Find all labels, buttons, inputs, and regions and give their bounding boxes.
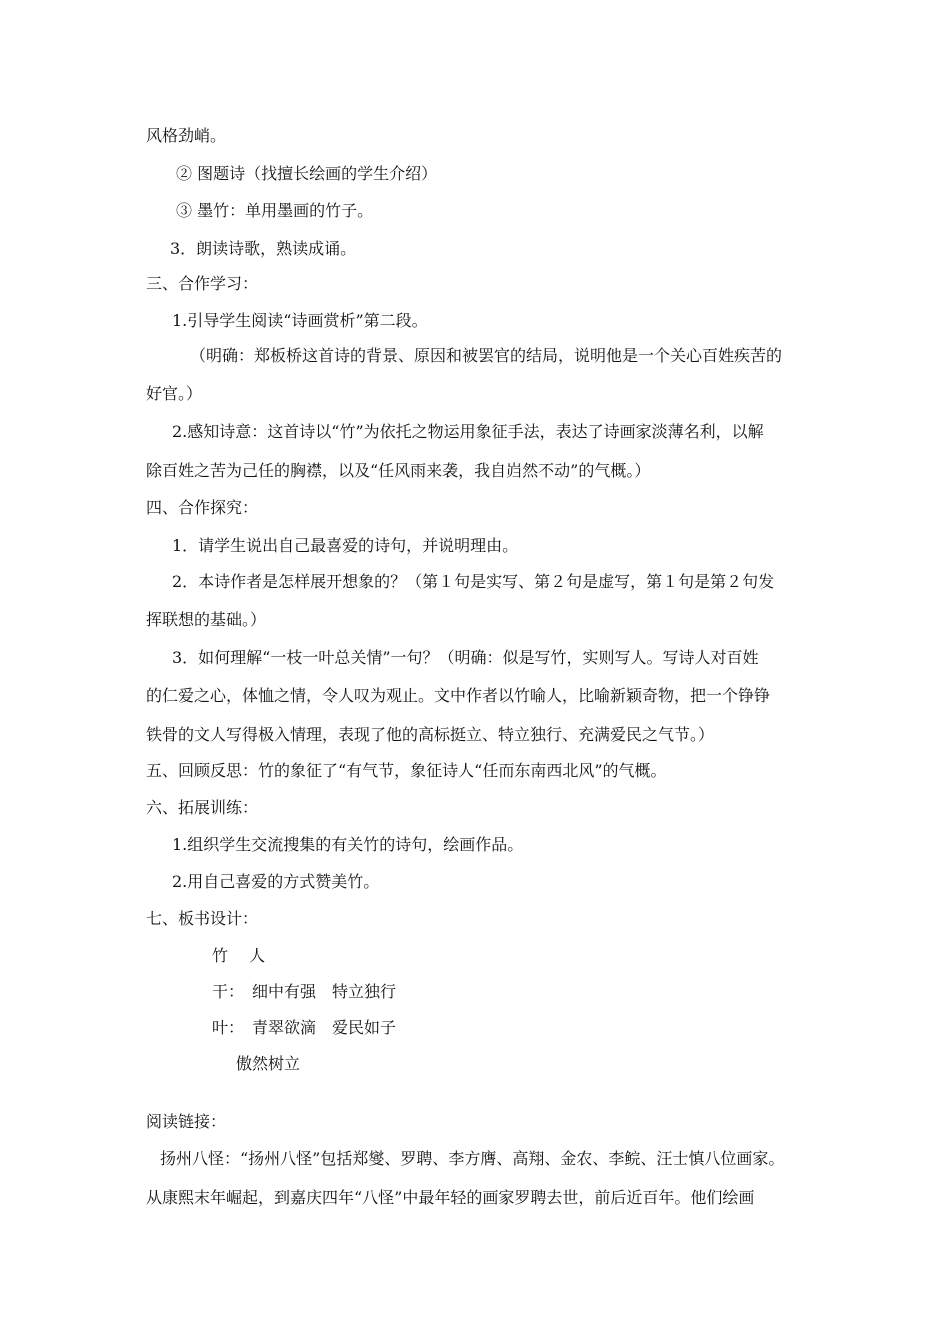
text-line-15: 3．如何理解“一枝一叶总关情”一句？（明确：似是写竹，实则写人。写诗人对百姓 [172,648,759,667]
section-heading-4: 四、合作探究： [146,498,259,517]
text-line-2: ② 图题诗（找擅长绘画的学生介绍） [176,164,438,183]
text-line-10: 除百姓之苦为己任的胸襟，以及“任风雨来袭，我自岿然不动”的气概。） [146,461,651,480]
text-line-20: 1.组织学生交流搜集的有关竹的诗句，绘画作品。 [172,835,524,854]
text-line-17: 铁骨的文人写得极入情理，表现了他的高标挺立、特立独行、充满爱民之气节。） [146,725,715,744]
text-line-6: 1.引导学生阅读“诗画赏析”第二段。 [172,311,428,330]
text-line-13: 2．本诗作者是怎样展开想象的？（第１句是实写、第２句是虚写，第１句是第２句发 [172,572,775,591]
board-design-row-1: 干： 细中有强 特立独行 [212,982,397,1001]
text-line-7: （明确：郑板桥这首诗的背景、原因和被罢官的结局，说明他是一个关心百姓疾苦的 [190,346,783,365]
text-line-9: 2.感知诗意：这首诗以“竹”为依托之物运用象征手法，表达了诗画家淡薄名利，以解 [172,422,764,441]
text-line-3: ③ 墨竹：单用墨画的竹子。 [176,201,374,220]
board-design-row-3: 傲然树立 [236,1054,301,1073]
text-line-29: 从康熙末年崛起，到嘉庆四年“八怪”中最年轻的画家罗聘去世，前后近百年。他们绘画 [146,1188,755,1207]
text-line-28: 扬州八怪：“扬州八怪”包括郑燮、罗聘、李方膺、高翔、金农、李鲩、汪士慎八位画家。 [160,1149,785,1168]
reading-link-heading: 阅读链接： [146,1112,227,1131]
text-line-12: 1．请学生说出自己最喜爱的诗句，并说明理由。 [172,536,519,555]
section-heading-3: 三、合作学习： [146,274,259,293]
text-line-16: 的仁爱之心，体恤之情，令人叹为观止。文中作者以竹喻人，比喻新颖奇物，把一个铮铮 [146,686,771,705]
board-design-title: 竹 人 [212,946,266,965]
board-design-row-2: 叶： 青翠欲滴 爱民如子 [212,1018,397,1037]
text-line-4: 3．朗读诗歌，熟读成诵。 [170,239,357,258]
section-heading-5: 五、回顾反思：竹的象征了“有气节，象征诗人“任而东南西北风”的气概。 [146,761,667,780]
text-line-14: 挥联想的基础。） [146,610,267,629]
section-heading-6: 六、拓展训练： [146,798,259,817]
text-line-21: 2.用自己喜爱的方式赞美竹。 [172,872,380,891]
text-line-8: 好官。） [146,384,203,403]
text-line-1: 风格劲峭。 [146,126,227,145]
section-heading-7: 七、板书设计： [146,909,259,928]
